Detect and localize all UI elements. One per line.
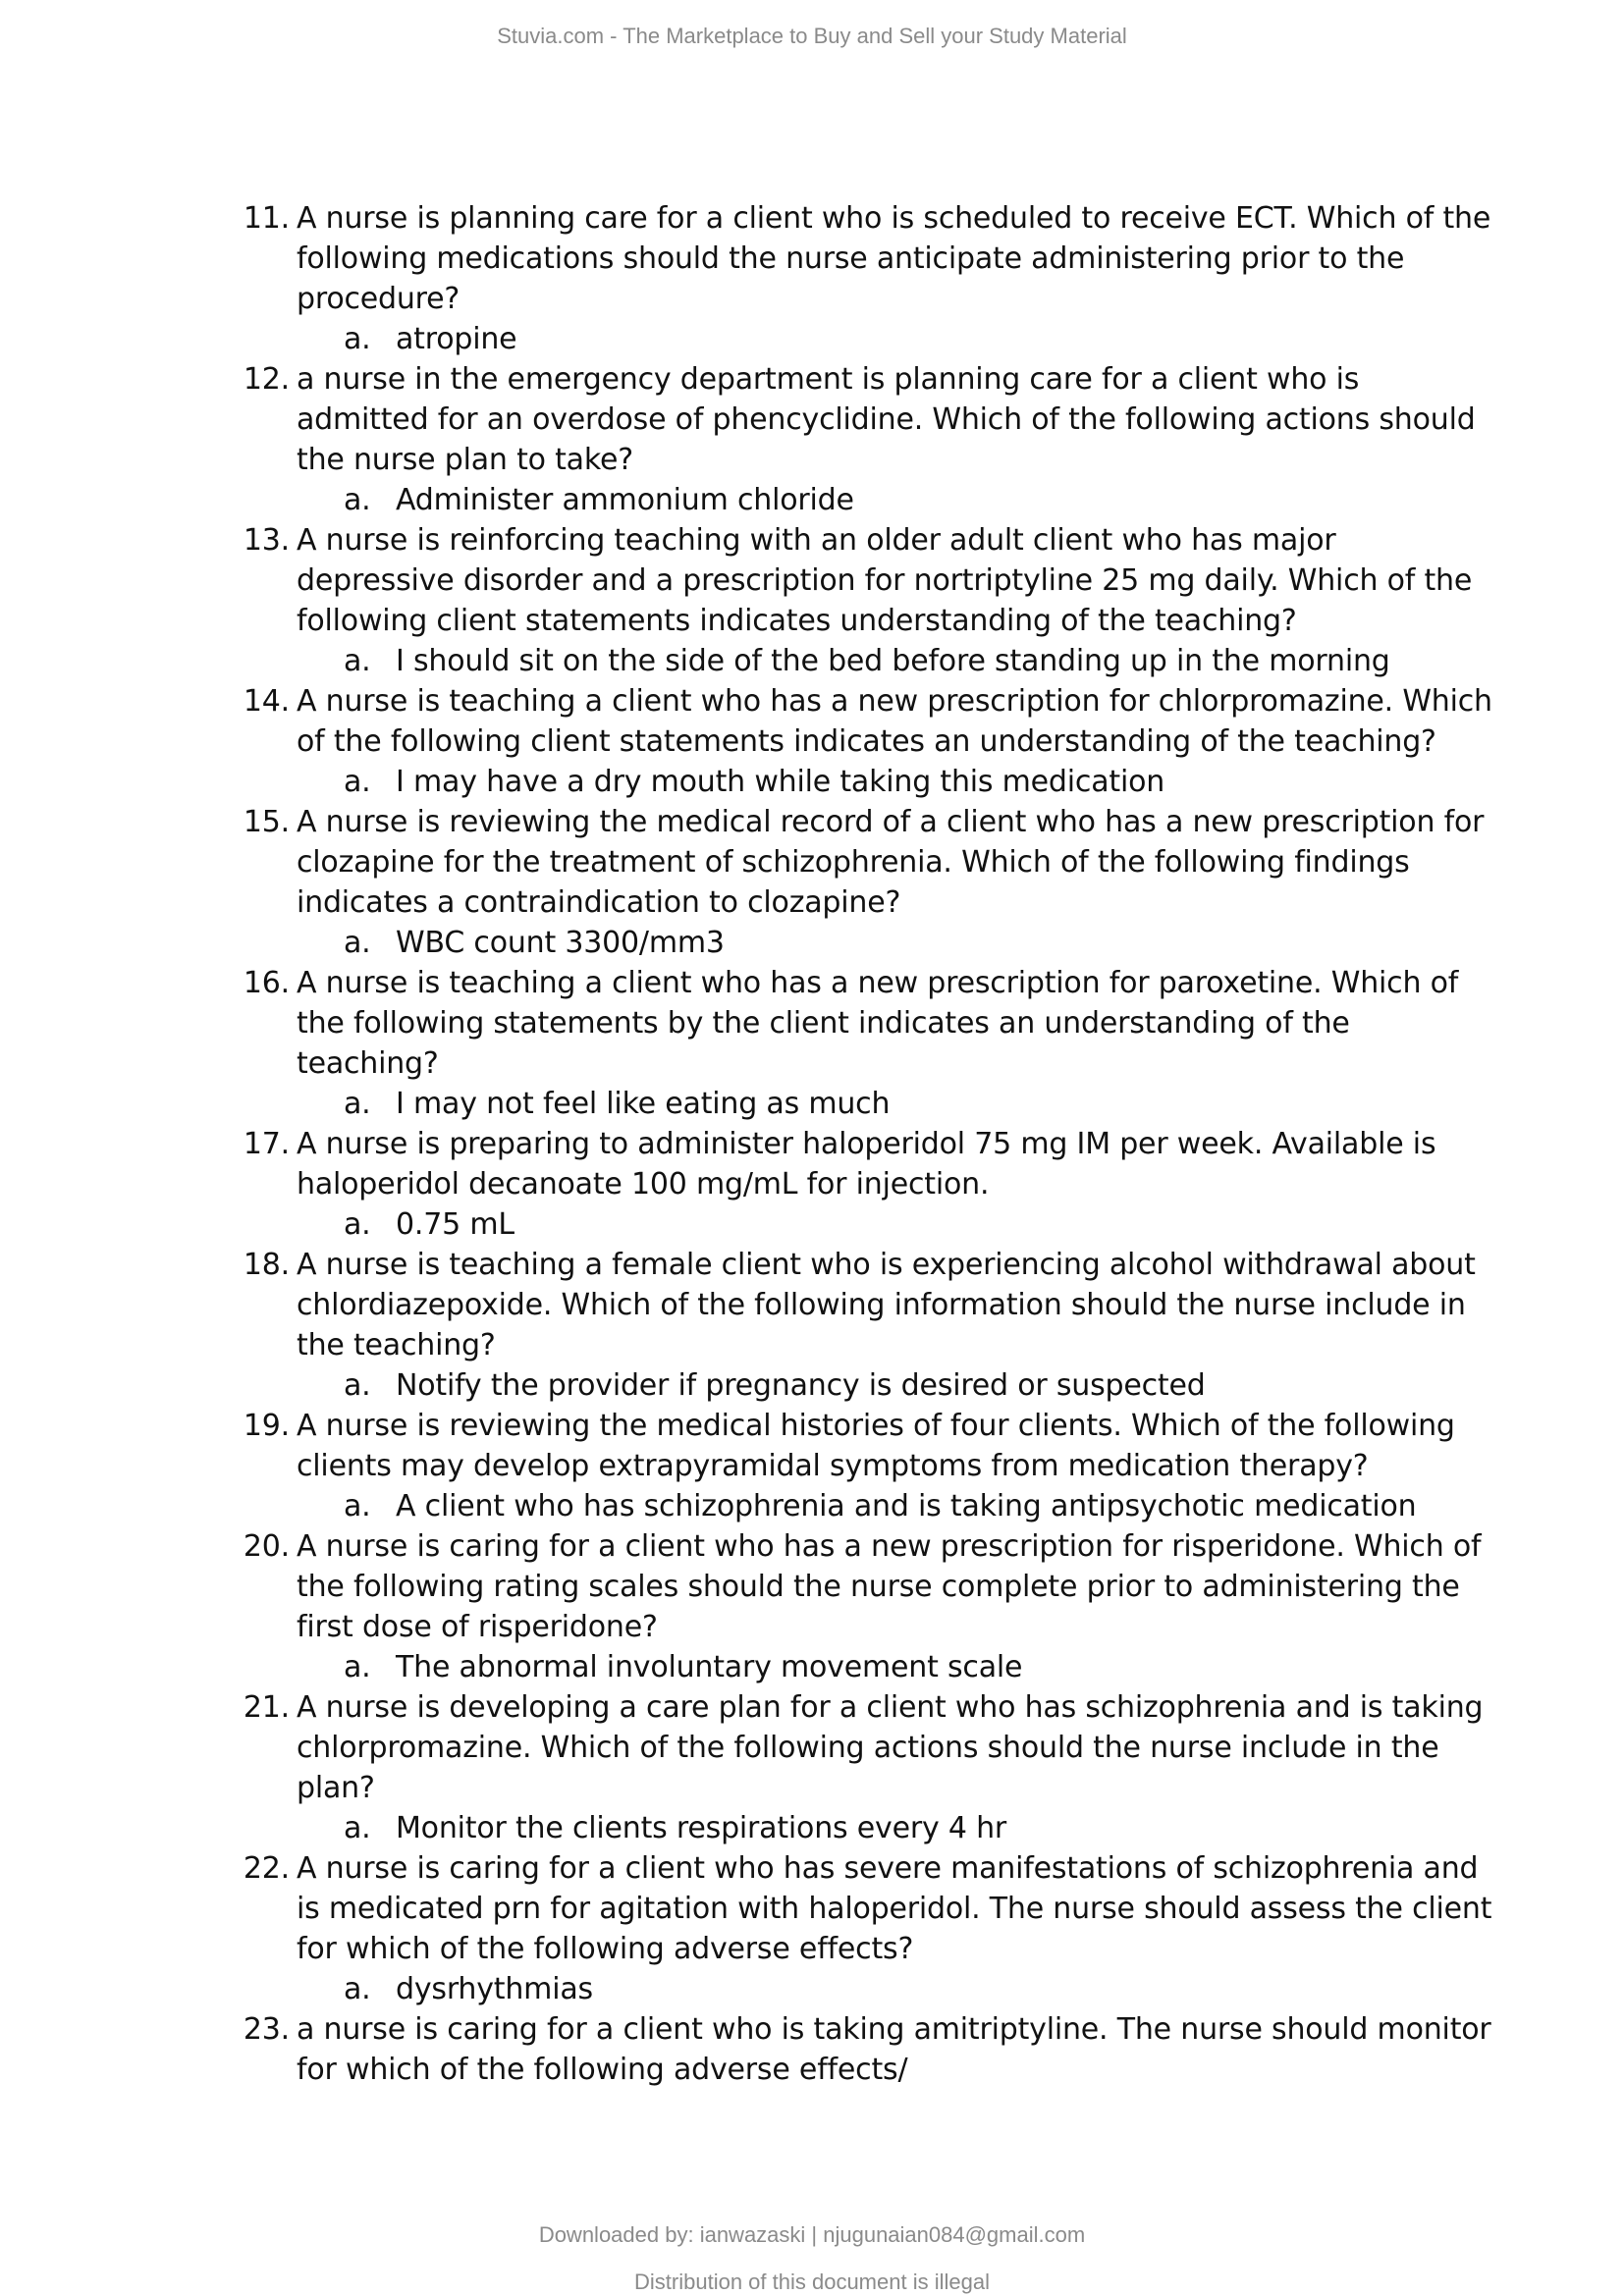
answer-text: dysrhythmias	[396, 1972, 593, 2006]
question-22	[236, 1848, 1492, 1969]
answer-letter: a.	[344, 644, 371, 678]
answer-12	[236, 480, 1492, 520]
question-text: A nurse is preparing to administer haloperidol 75 mg IM per week. Available is haloperidol decanoate 100 mg/mL for injection.	[297, 1127, 1436, 1201]
question-16	[236, 963, 1492, 1084]
answer-text: A client who has schizophrenia and is taking antipsychotic medication	[396, 1489, 1417, 1523]
question-21	[236, 1687, 1492, 1808]
answer-19	[236, 1486, 1492, 1526]
answer-text: The abnormal involuntary movement scale	[396, 1650, 1023, 1684]
question-14	[236, 681, 1492, 762]
question-text: A nurse is caring for a client who has a new prescription for risperidone. Which of the following rating scales should the nurse complete prior to administering the first dose of risperidone?	[297, 1529, 1482, 1644]
question-number: 23.	[243, 2012, 290, 2047]
question-11	[236, 198, 1492, 319]
question-text: A nurse is caring for a client who has severe manifestations of schizophrenia and is medicated prn for agitation with haloperidol. The nurse should assess the client for which of the following adverse effects?	[297, 1851, 1492, 1966]
answer-text: I may not feel like eating as much	[396, 1087, 891, 1121]
answer-letter: a.	[344, 1207, 371, 1242]
question-12	[236, 359, 1492, 480]
question-number: 14.	[243, 684, 290, 719]
question-13	[236, 520, 1492, 641]
answer-16	[236, 1084, 1492, 1124]
question-17	[236, 1124, 1492, 1204]
question-23	[236, 2009, 1492, 2090]
answer-letter: a.	[344, 1087, 371, 1121]
question-text: A nurse is reinforcing teaching with an older adult client who has major depressive disorder and a prescription for nortriptyline 25 mg daily. Which of the following client statements indicates understanding of the teaching?	[297, 523, 1473, 638]
answer-letter: a.	[344, 765, 371, 799]
answer-15	[236, 923, 1492, 963]
question-text: A nurse is reviewing the medical histories of four clients. Which of the following clients may develop extrapyramidal symptoms from medication therapy?	[297, 1409, 1455, 1483]
stuvia-watermark-header: Stuvia.com - The Marketplace to Buy and Sell your Study Material	[497, 24, 1127, 48]
answer-text: Notify the provider if pregnancy is desired or suspected	[396, 1368, 1206, 1403]
answer-14	[236, 762, 1492, 802]
question-19	[236, 1406, 1492, 1486]
answer-11	[236, 319, 1492, 359]
answer-22	[236, 1969, 1492, 2009]
question-number: 17.	[243, 1127, 290, 1161]
answer-letter: a.	[344, 1811, 371, 1845]
question-text: A nurse is teaching a female client who is experiencing alcohol withdrawal about chlordiazepoxide. Which of the following information should the nurse include in the teaching?	[297, 1248, 1476, 1362]
question-text: A nurse is teaching a client who has a new prescription for chlorpromazine. Which of the following client statements indicates an understanding of the teaching?	[297, 684, 1492, 759]
question-number: 21.	[243, 1690, 290, 1725]
answer-letter: a.	[344, 1489, 371, 1523]
question-text: A nurse is reviewing the medical record of a client who has a new prescription for clozapine for the treatment of schizophrenia. Which of the following findings indicates a contraindication to clozapine?	[297, 805, 1485, 920]
question-number: 12.	[243, 362, 290, 397]
answer-letter: a.	[344, 926, 371, 960]
question-text: A nurse is planning care for a client who is scheduled to receive ECT. Which of the following medications should the nurse anticipate administering prior to the procedure?	[297, 201, 1491, 316]
question-text: a nurse in the emergency department is planning care for a client who is admitted for an overdose of phencyclidine. Which of the following actions should the nurse plan to take?	[297, 362, 1476, 477]
distribution-notice-footer: Distribution of this document is illegal	[634, 2269, 990, 2294]
answer-text: I may have a dry mouth while taking this medication	[396, 765, 1165, 799]
answer-text: Monitor the clients respirations every 4 hr	[396, 1811, 1007, 1845]
question-number: 15.	[243, 805, 290, 839]
answer-21	[236, 1808, 1492, 1848]
question-number: 11.	[243, 201, 290, 236]
answer-letter: a.	[344, 322, 371, 356]
question-number: 22.	[243, 1851, 290, 1886]
answer-text: Administer ammonium chloride	[396, 483, 854, 517]
answer-17	[236, 1204, 1492, 1245]
answer-13	[236, 641, 1492, 681]
answer-text: I should sit on the side of the bed before standing up in the morning	[396, 644, 1390, 678]
question-text: A nurse is developing a care plan for a client who has schizophrenia and is taking chlorpromazine. Which of the following actions should the nurse include in the plan?	[297, 1690, 1484, 1805]
answer-letter: a.	[344, 483, 371, 517]
answer-letter: a.	[344, 1368, 371, 1403]
question-text: A nurse is teaching a client who has a new prescription for paroxetine. Which of the following statements by the client indicates an understanding of the teaching?	[297, 966, 1459, 1081]
question-text: a nurse is caring for a client who is taking amitriptyline. The nurse should monitor for which of the following adverse effects/	[297, 2012, 1491, 2087]
question-number: 13.	[243, 523, 290, 558]
answer-text: atropine	[396, 322, 517, 356]
answer-letter: a.	[344, 1972, 371, 2006]
question-number: 16.	[243, 966, 290, 1000]
answer-text: WBC count 3300/mm3	[396, 926, 725, 960]
answer-18	[236, 1365, 1492, 1406]
question-number: 19.	[243, 1409, 290, 1443]
answer-letter: a.	[344, 1650, 371, 1684]
question-number: 20.	[243, 1529, 290, 1564]
question-list	[236, 198, 1492, 2090]
downloaded-by-footer: Downloaded by: ianwazaski | njugunaian084@gmail.com	[538, 2222, 1086, 2247]
question-20	[236, 1526, 1492, 1647]
question-15	[236, 802, 1492, 923]
answer-text: 0.75 mL	[396, 1207, 514, 1242]
answer-20	[236, 1647, 1492, 1687]
question-18	[236, 1245, 1492, 1365]
question-number: 18.	[243, 1248, 290, 1282]
